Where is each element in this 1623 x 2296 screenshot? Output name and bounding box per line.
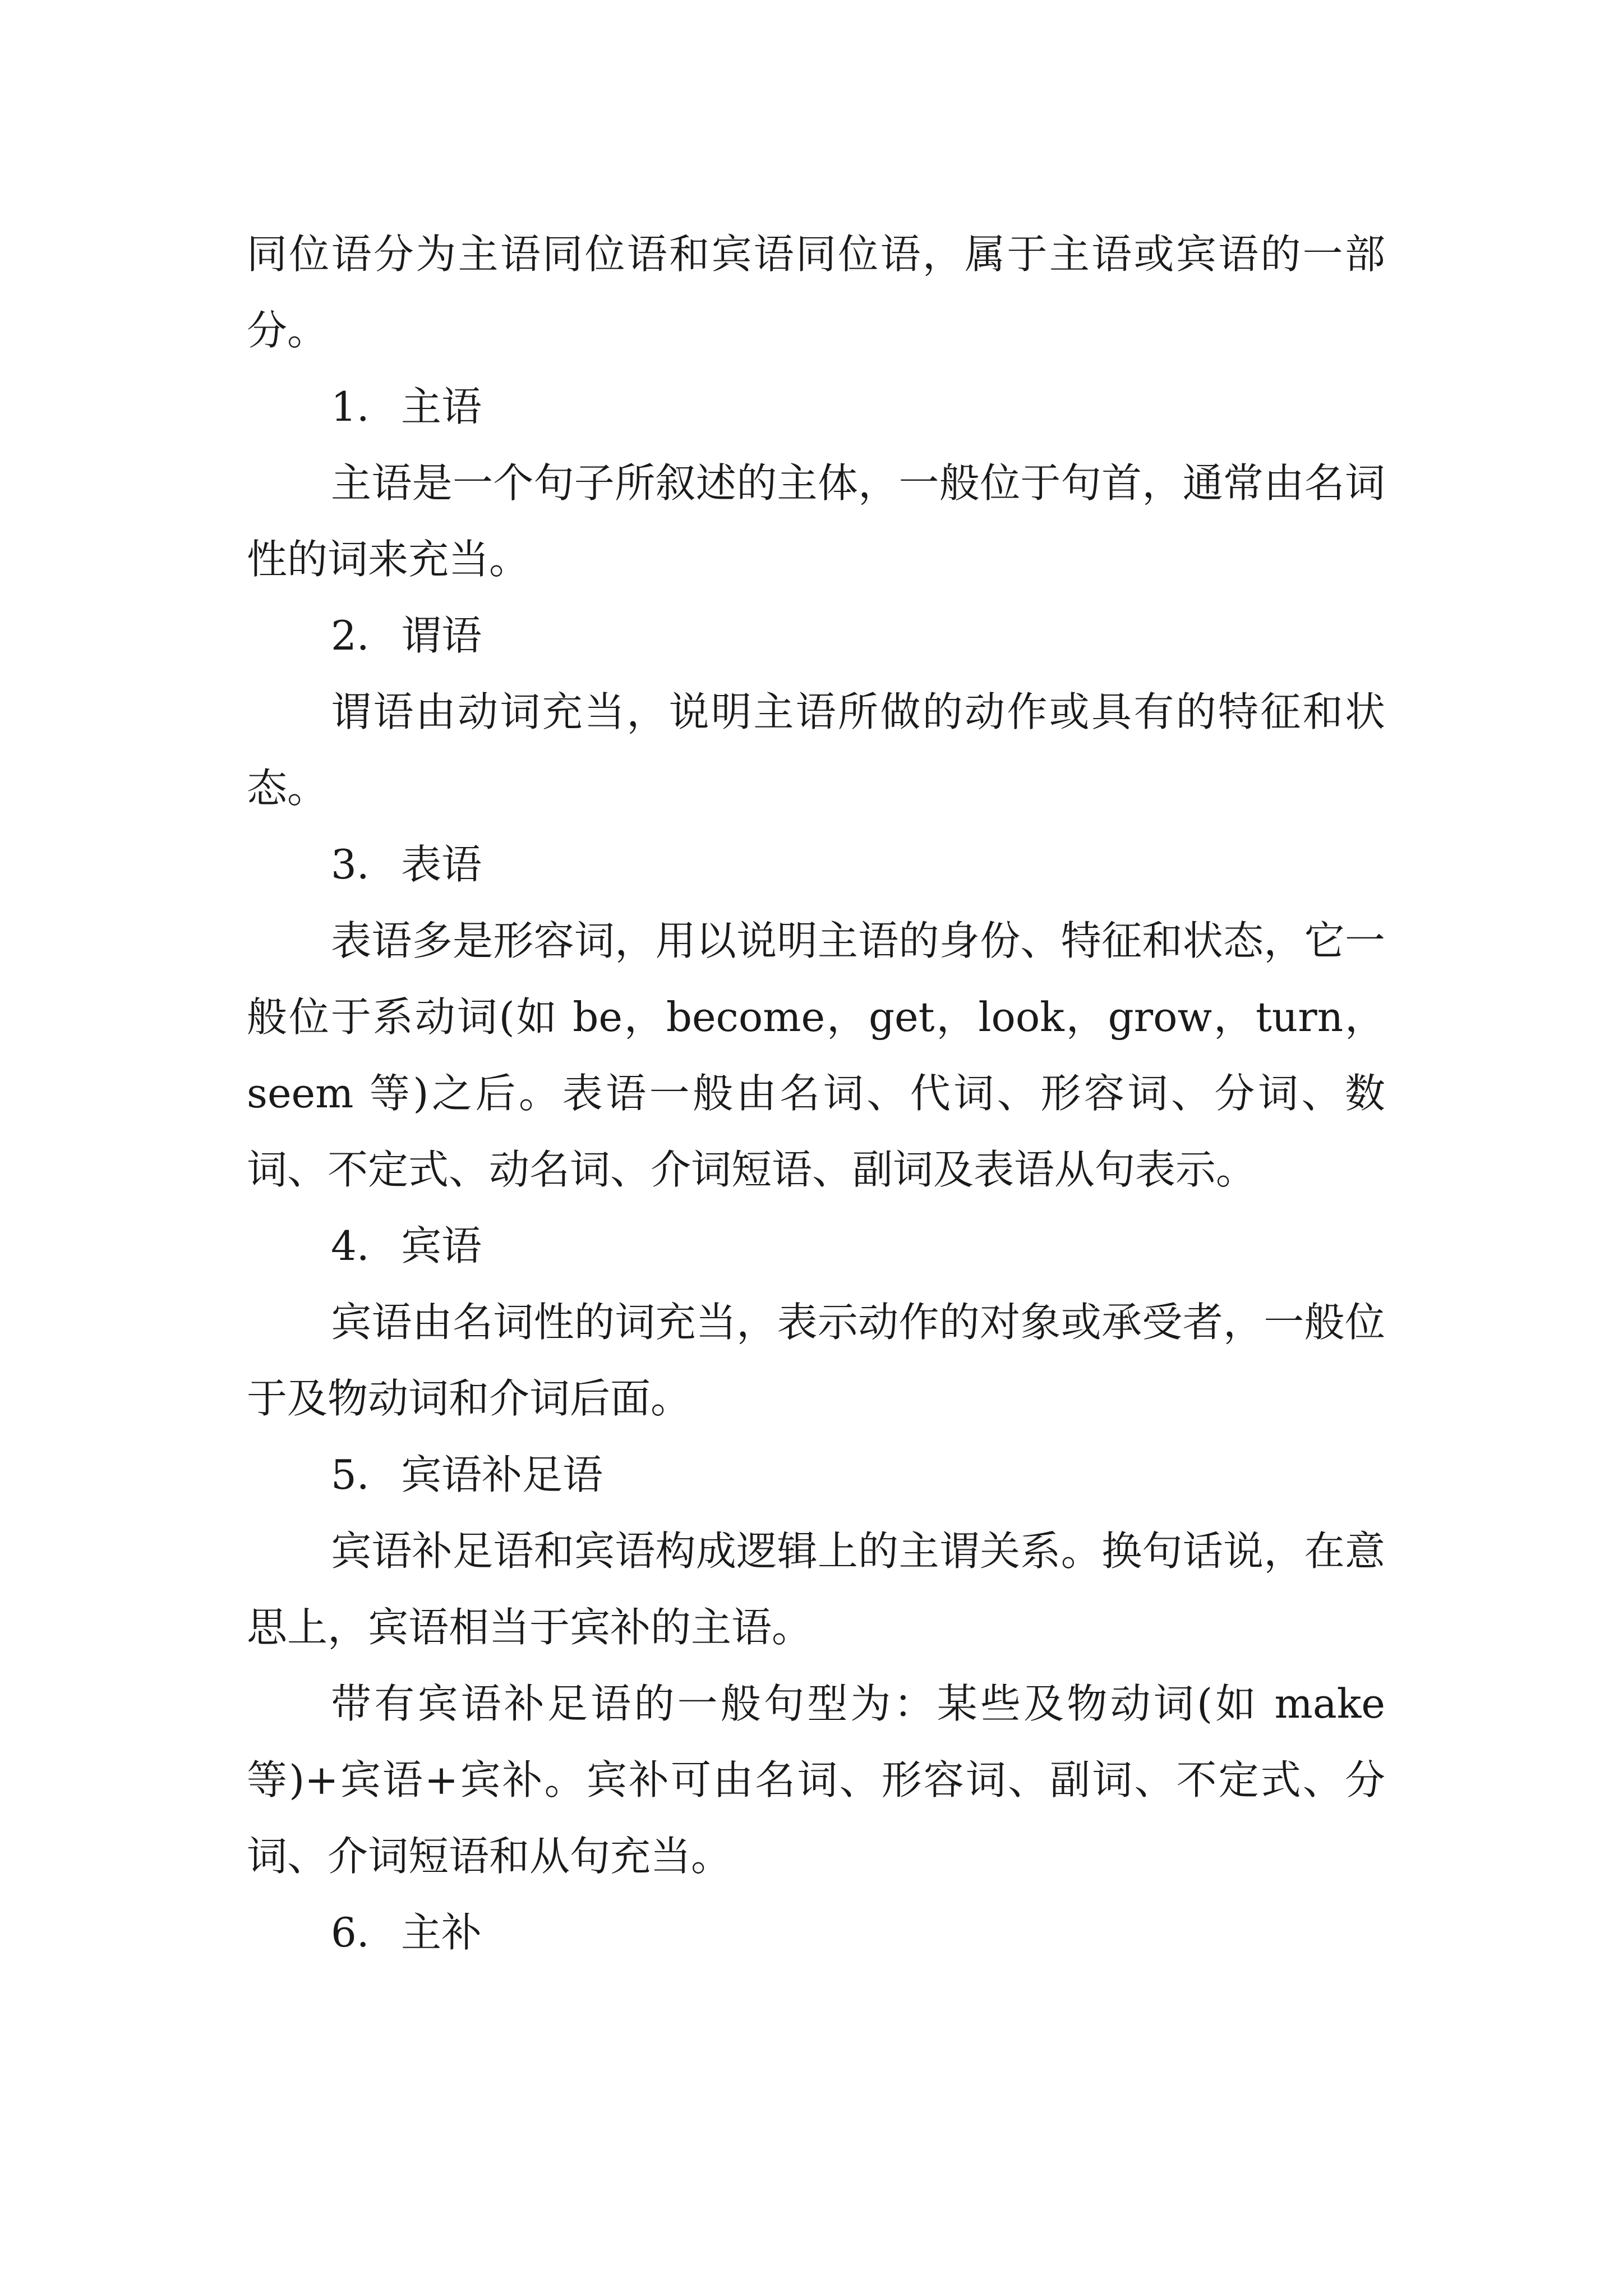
section-object <box>247 1208 1385 1437</box>
section-heading <box>247 1208 1385 1284</box>
section-title: 谓语 <box>401 612 482 659</box>
section-heading <box>247 369 1385 445</box>
section-predicate <box>247 597 1385 826</box>
section-number: 1. <box>331 383 370 430</box>
section-number: 3. <box>331 841 370 888</box>
section-heading <box>247 1437 1385 1513</box>
section-title: 主补 <box>401 1909 482 1956</box>
section-number: 5. <box>331 1451 370 1498</box>
section-paragraph: 主语是一个句子所叙述的主体，一般位于句首，通常由名词性的词来充当。 <box>247 459 1385 583</box>
section-predicative <box>247 826 1385 1208</box>
section-paragraph: 表语多是形容词，用以说明主语的身份、特征和状态，它一般位于系动词(如 be，become，get，look，grow，turn，seem 等)之后。表语一般由名词、代词、形容词、分词、数词、不定式、动名词、介词短语、副词及表语从句表示。 <box>247 917 1385 1193</box>
section-paragraph: 带有宾语补足语的一般句型为：某些及物动词(如 make 等)+宾语+宾补。宾补可由名词、形容词、副词、不定式、分词、介词短语和从句充当。 <box>247 1680 1385 1880</box>
section-object-complement <box>247 1437 1385 1894</box>
section-title: 主语 <box>401 383 482 430</box>
section-paragraph: 谓语由动词充当，说明主语所做的动作或具有的特征和状态。 <box>247 688 1385 812</box>
section-number: 4. <box>331 1222 370 1269</box>
section-subject-complement <box>247 1894 1385 1971</box>
document-page <box>247 216 1385 1971</box>
section-number: 6. <box>331 1909 370 1956</box>
section-title: 宾语补足语 <box>401 1451 603 1498</box>
section-subject <box>247 369 1385 597</box>
section-number: 2. <box>331 612 370 659</box>
section-heading <box>247 826 1385 903</box>
intro-paragraph: 同位语分为主语同位语和宾语同位语，属于主语或宾语的一部分。 <box>247 231 1385 354</box>
section-paragraph: 宾语由名词性的词充当，表示动作的对象或承受者，一般位于及物动词和介词后面。 <box>247 1299 1385 1422</box>
section-heading <box>247 1894 1385 1971</box>
section-title: 宾语 <box>401 1222 482 1269</box>
section-title: 表语 <box>401 841 482 888</box>
section-paragraph: 宾语补足语和宾语构成逻辑上的主谓关系。换句话说，在意思上，宾语相当于宾补的主语。 <box>247 1527 1385 1651</box>
section-heading <box>247 597 1385 674</box>
